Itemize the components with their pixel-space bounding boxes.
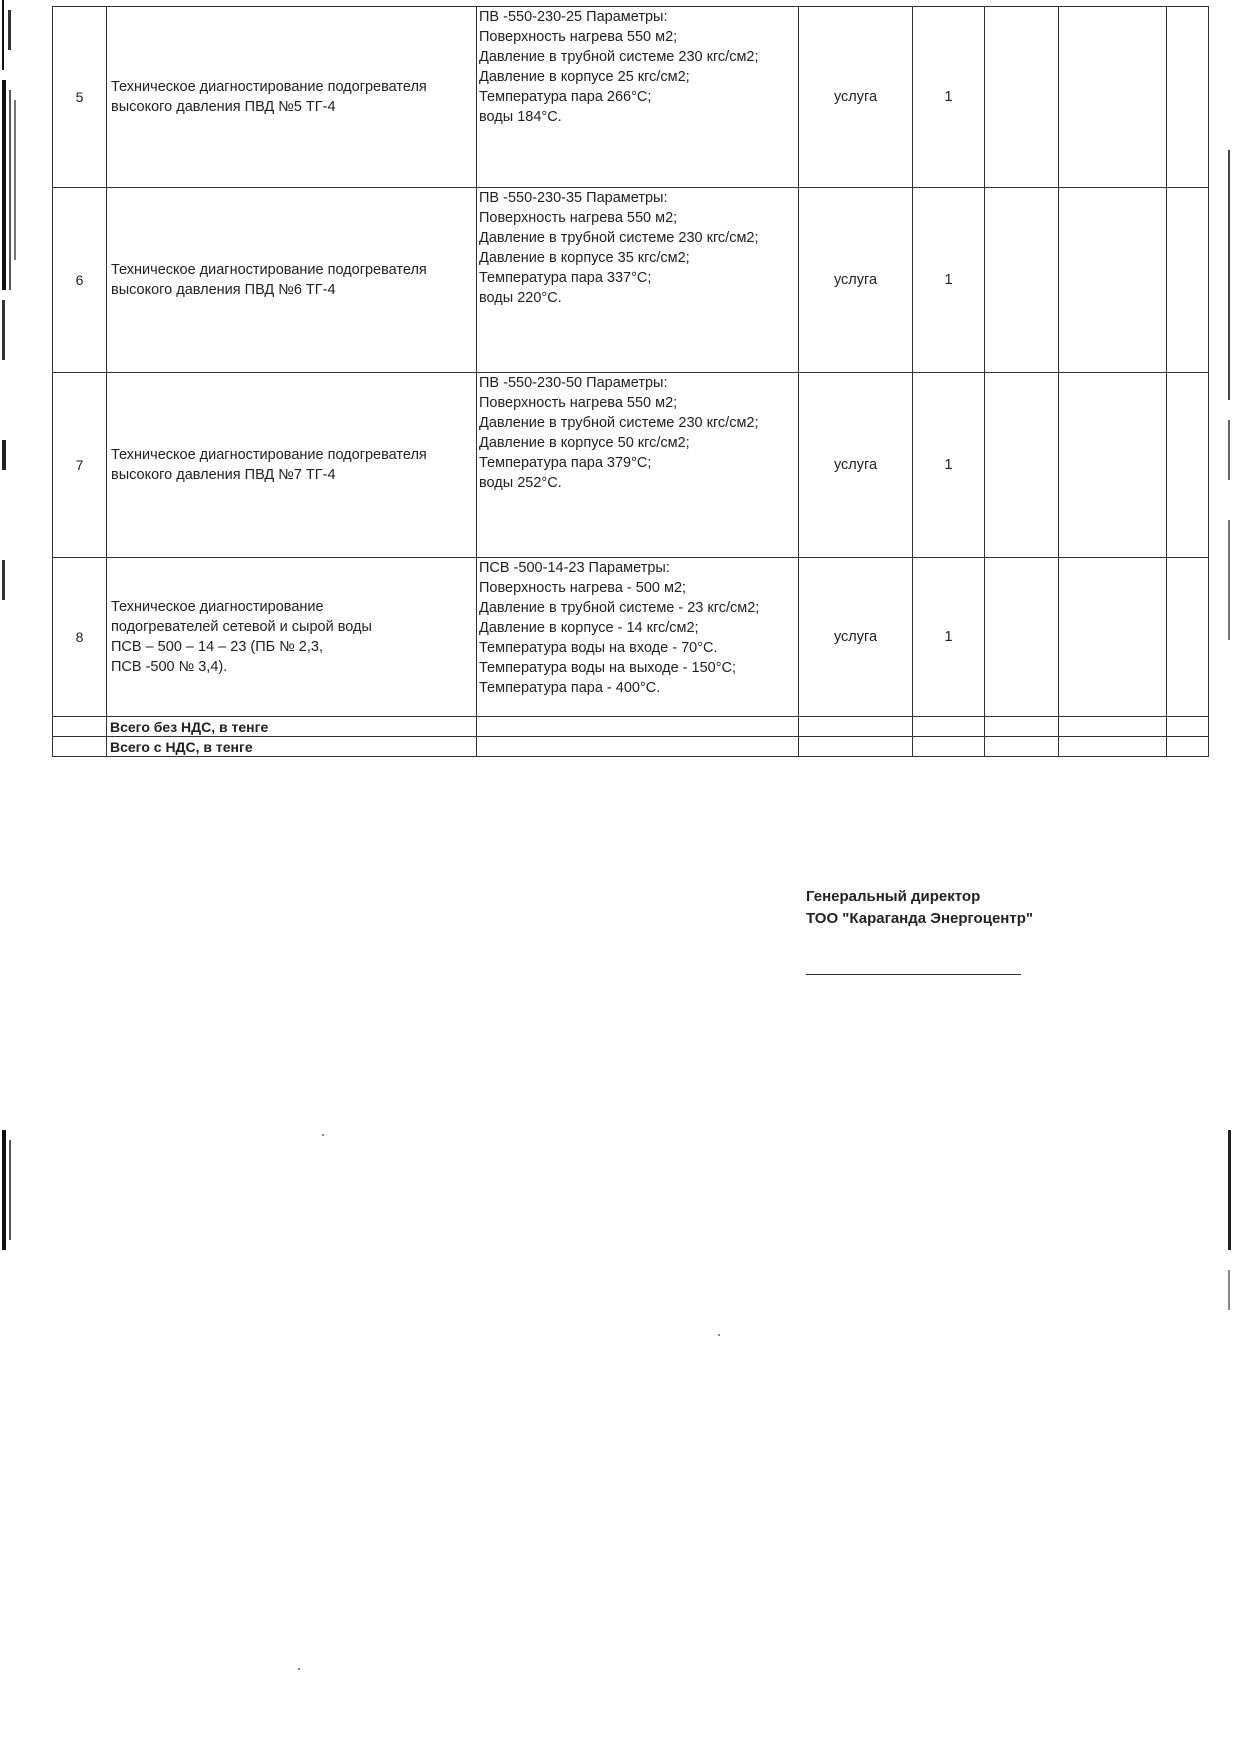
param-line: ПВ -550-230-25 Параметры: bbox=[479, 9, 668, 25]
row-number: 6 bbox=[53, 188, 107, 373]
service-name: Техническое диагностирование подогревателя высокого давления ПВД №6 ТГ-4 bbox=[107, 188, 477, 373]
empty-cell bbox=[1059, 717, 1167, 737]
service-parameters bbox=[477, 558, 799, 717]
name-line: подогревателей сетевой и сырой воды bbox=[111, 619, 372, 635]
param-line: Температура пара 266°С; bbox=[479, 89, 652, 105]
param-line: Давление в трубной системе 230 кгс/см2; bbox=[479, 415, 759, 431]
quantity: 1 bbox=[913, 558, 985, 717]
table-row bbox=[53, 7, 1209, 188]
total-row-with-vat bbox=[53, 737, 1209, 757]
scan-edge-artifact-right bbox=[1222, 0, 1240, 1754]
signature-line bbox=[806, 974, 1021, 975]
empty-cell bbox=[1167, 558, 1209, 717]
empty-cell bbox=[1167, 7, 1209, 188]
param-line: Температура воды на входе - 70°С. bbox=[479, 640, 718, 656]
unit-of-measure: услуга bbox=[799, 7, 913, 188]
name-line: Техническое диагностирование bbox=[111, 599, 324, 615]
total-row-without-vat bbox=[53, 717, 1209, 737]
table-row bbox=[53, 373, 1209, 558]
param-line: Давление в корпусе 35 кгс/см2; bbox=[479, 250, 690, 266]
name-line: ПСВ – 500 – 14 – 23 (ПБ № 2,3, bbox=[111, 639, 323, 655]
empty-cell bbox=[1059, 188, 1167, 373]
quantity: 1 bbox=[913, 373, 985, 558]
signatory-position: Генеральный директор bbox=[806, 888, 981, 905]
unit-of-measure: услуга bbox=[799, 188, 913, 373]
services-table bbox=[52, 6, 1209, 757]
empty-cell bbox=[913, 737, 985, 757]
empty-cell bbox=[985, 737, 1059, 757]
quantity: 1 bbox=[913, 7, 985, 188]
unit-of-measure: услуга bbox=[799, 558, 913, 717]
param-line: Давление в трубной системе 230 кгс/см2; bbox=[479, 230, 759, 246]
row-number: 7 bbox=[53, 373, 107, 558]
empty-cell bbox=[985, 373, 1059, 558]
scan-speck bbox=[322, 1134, 324, 1136]
param-line: ПВ -550-230-35 Параметры: bbox=[479, 190, 668, 206]
table-row bbox=[53, 558, 1209, 717]
empty-cell bbox=[1059, 7, 1167, 188]
service-name: Техническое диагностирование подогревателя высокого давления ПВД №5 ТГ-4 bbox=[107, 7, 477, 188]
table-row bbox=[53, 188, 1209, 373]
param-line: Температура воды на выходе - 150°С; bbox=[479, 660, 737, 676]
param-line: воды 220°С. bbox=[479, 290, 562, 306]
param-line: Температура пара - 400°С. bbox=[479, 680, 661, 696]
total-label: Всего без НДС, в тенге bbox=[107, 717, 477, 737]
param-line: воды 252°С. bbox=[479, 475, 562, 491]
param-line: Температура пара 379°С; bbox=[479, 455, 652, 471]
empty-cell bbox=[1059, 558, 1167, 717]
empty-cell bbox=[799, 737, 913, 757]
service-name: Техническое диагностирование подогревателя высокого давления ПВД №7 ТГ-4 bbox=[107, 373, 477, 558]
param-line: Поверхность нагрева 550 м2; bbox=[479, 29, 678, 45]
row-number: 5 bbox=[53, 7, 107, 188]
empty-cell bbox=[53, 737, 107, 757]
scan-speck bbox=[298, 1668, 300, 1670]
empty-cell bbox=[1167, 188, 1209, 373]
param-line: Поверхность нагрева 550 м2; bbox=[479, 210, 678, 226]
empty-cell bbox=[477, 717, 799, 737]
param-line: Давление в корпусе 50 кгс/см2; bbox=[479, 435, 690, 451]
param-line: Давление в трубной системе 230 кгс/см2; bbox=[479, 49, 759, 65]
empty-cell bbox=[1059, 373, 1167, 558]
param-line: Давление в корпусе 25 кгс/см2; bbox=[479, 69, 690, 85]
param-line: ПВ -550-230-50 Параметры: bbox=[479, 375, 668, 391]
empty-cell bbox=[985, 7, 1059, 188]
unit-of-measure: услуга bbox=[799, 373, 913, 558]
param-line: Поверхность нагрева - 500 м2; bbox=[479, 580, 687, 596]
empty-cell bbox=[1059, 737, 1167, 757]
param-line: ПСВ -500-14-23 Параметры: bbox=[479, 560, 670, 576]
param-line: Поверхность нагрева 550 м2; bbox=[479, 395, 678, 411]
empty-cell bbox=[799, 717, 913, 737]
empty-cell bbox=[1167, 717, 1209, 737]
empty-cell bbox=[1167, 737, 1209, 757]
param-line: Температура пара 337°С; bbox=[479, 270, 652, 286]
name-line: ПСВ -500 № 3,4). bbox=[111, 659, 228, 675]
param-line: воды 184°С. bbox=[479, 109, 562, 125]
param-line: Давление в трубной системе - 23 кгс/см2; bbox=[479, 600, 760, 616]
service-parameters bbox=[477, 7, 799, 188]
param-line: Давление в корпусе - 14 кгс/см2; bbox=[479, 620, 699, 636]
empty-cell bbox=[913, 717, 985, 737]
scan-speck bbox=[718, 1334, 720, 1336]
quantity: 1 bbox=[913, 188, 985, 373]
signatory-company: ТОО "Караганда Энергоцентр" bbox=[806, 910, 1033, 927]
service-parameters bbox=[477, 373, 799, 558]
service-name bbox=[107, 558, 477, 717]
empty-cell bbox=[985, 717, 1059, 737]
empty-cell bbox=[53, 717, 107, 737]
row-number: 8 bbox=[53, 558, 107, 717]
total-label: Всего с НДС, в тенге bbox=[107, 737, 477, 757]
empty-cell bbox=[985, 188, 1059, 373]
empty-cell bbox=[985, 558, 1059, 717]
signature-block bbox=[806, 886, 1033, 930]
service-parameters bbox=[477, 188, 799, 373]
scan-edge-artifact-left bbox=[0, 0, 26, 1754]
empty-cell bbox=[477, 737, 799, 757]
empty-cell bbox=[1167, 373, 1209, 558]
